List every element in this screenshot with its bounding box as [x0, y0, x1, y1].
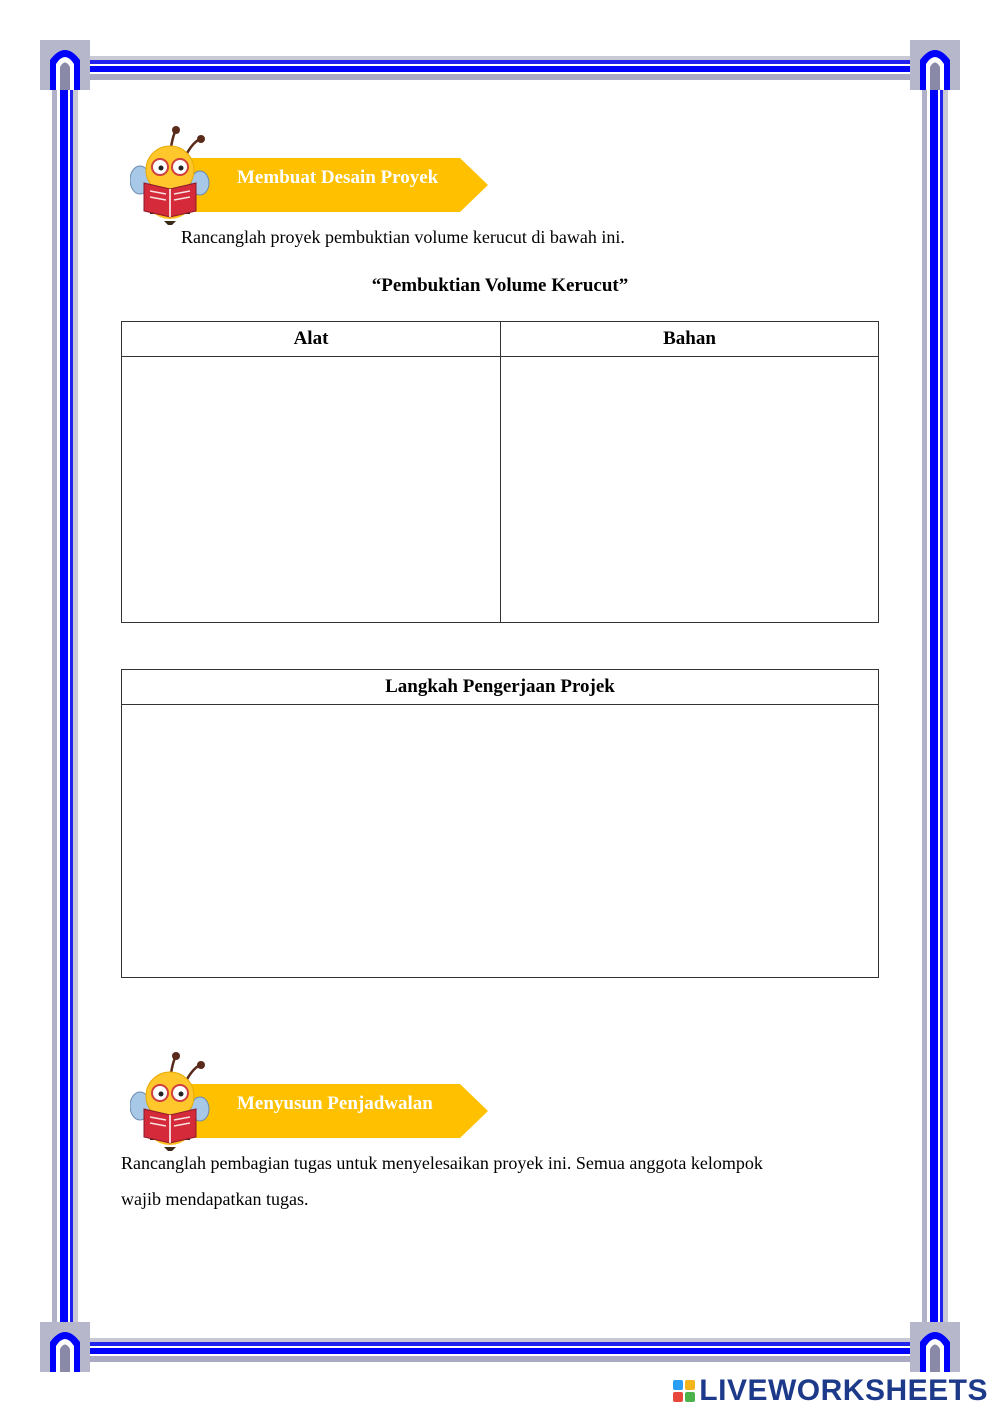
tools-materials-table	[121, 321, 879, 623]
frame-top-bar	[60, 56, 940, 80]
steps-answer-cell[interactable]	[122, 705, 879, 978]
materials-answer-cell[interactable]	[501, 357, 879, 623]
frame-corner-top-left	[40, 40, 90, 90]
section-title-schedule: Menyusun Penjadwalan	[237, 1093, 433, 1114]
section-title-design: Membuat Desain Proyek	[237, 167, 439, 188]
project-steps-table	[121, 669, 879, 978]
instruction-schedule-line1: Rancanglah pembagian tugas untuk menyelesaikan proyek ini. Semua anggota kelompok	[121, 1153, 763, 1173]
frame-bottom-bar	[60, 1338, 940, 1362]
frame-corner-bottom-right	[910, 1322, 960, 1372]
column-header-tools: Alat	[122, 322, 501, 357]
tools-answer-cell[interactable]	[122, 357, 501, 623]
watermark-text: LIVEWORKSHEETS	[699, 1374, 988, 1407]
frame-right-bar	[922, 60, 948, 1354]
frame-corner-top-right	[910, 40, 960, 90]
liveworksheets-logo-icon	[673, 1380, 695, 1402]
liveworksheets-watermark	[673, 1374, 988, 1408]
frame-left-bar	[52, 60, 78, 1354]
column-header-steps: Langkah Pengerjaan Projek	[122, 670, 879, 705]
frame-corner-bottom-left	[40, 1322, 90, 1372]
column-header-materials: Bahan	[501, 322, 879, 357]
project-title: “Pembuktian Volume Kerucut”	[371, 275, 629, 296]
instruction-design: Rancanglah proyek pembuktian volume kerucut di bawah ini.	[181, 227, 625, 247]
instruction-schedule-line2: wajib mendapatkan tugas.	[121, 1189, 309, 1209]
